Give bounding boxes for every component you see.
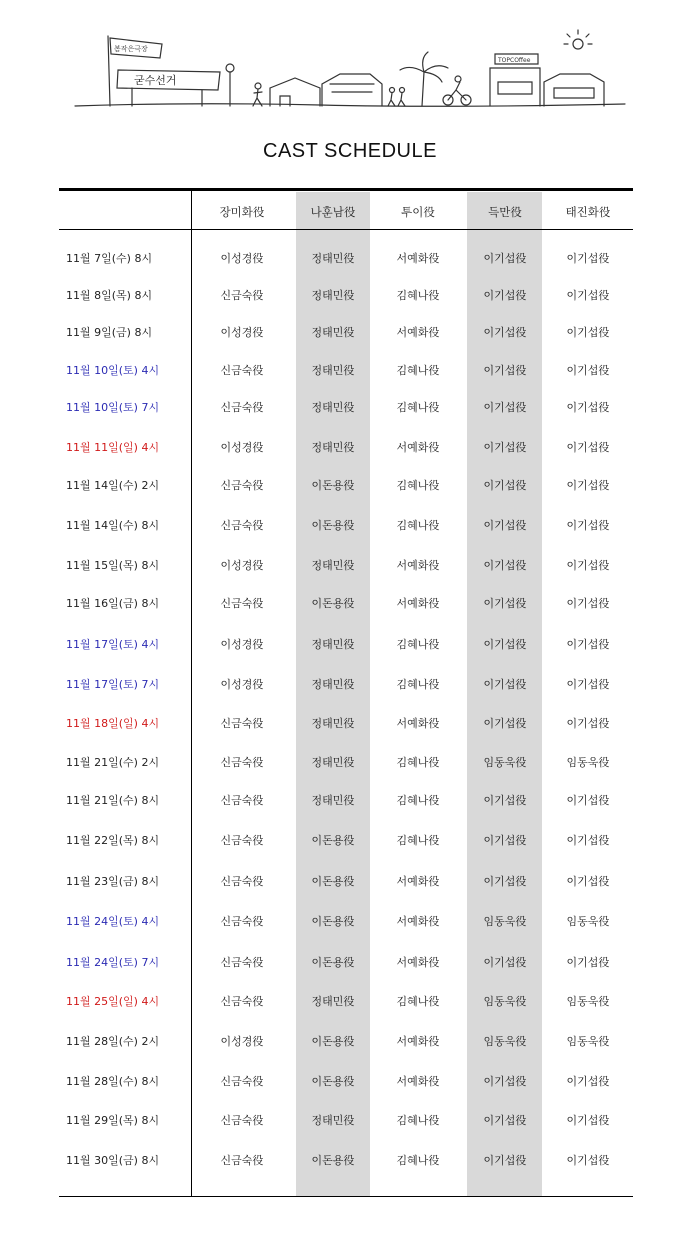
table-row — [0, 636, 700, 654]
cast-cell: 이기섭役 — [483, 1114, 527, 1127]
cast-cell: 정태민役 — [311, 638, 355, 651]
table-row — [0, 517, 700, 535]
cast-cell: 이성경役 — [220, 559, 264, 572]
cast-cell: 이기섭役 — [483, 441, 527, 454]
table-row — [0, 477, 700, 495]
table-row — [0, 792, 700, 810]
cast-cell: 이돈용役 — [311, 479, 355, 492]
table-header-rule — [59, 229, 633, 230]
cast-cell: 이기섭役 — [566, 678, 610, 691]
cast-cell: 이기섭役 — [566, 875, 610, 888]
performance-date: 11월 8일(목) 8시 — [66, 289, 153, 302]
performance-date: 11월 11일(일) 4시 — [66, 441, 160, 454]
cast-cell: 이성경役 — [220, 252, 264, 265]
cast-cell: 신금숙役 — [220, 794, 264, 807]
table-row — [0, 439, 700, 457]
cast-cell: 이기섭役 — [566, 289, 610, 302]
cast-cell: 김혜나役 — [396, 794, 440, 807]
cast-cell: 정태민役 — [311, 326, 355, 339]
cast-cell: 이기섭役 — [483, 638, 527, 651]
table-row — [0, 557, 700, 575]
cast-cell: 이기섭役 — [483, 326, 527, 339]
cast-cell: 서예화役 — [396, 326, 440, 339]
cast-cell: 신금숙役 — [220, 597, 264, 610]
cast-cell: 정태민役 — [311, 441, 355, 454]
cast-cell: 이성경役 — [220, 326, 264, 339]
cast-cell: 신금숙役 — [220, 401, 264, 414]
cast-cell: 서예화役 — [396, 717, 440, 730]
cast-cell: 김혜나役 — [396, 638, 440, 651]
cast-cell: 정태민役 — [311, 401, 355, 414]
table-top-rule — [59, 188, 633, 191]
cast-cell: 이돈용役 — [311, 1075, 355, 1088]
cast-cell: 김혜나役 — [396, 364, 440, 377]
cast-cell: 정태민役 — [311, 756, 355, 769]
cast-cell: 이돈용役 — [311, 875, 355, 888]
table-row — [0, 754, 700, 772]
cast-cell: 이기섭役 — [566, 1114, 610, 1127]
cast-cell: 이돈용役 — [311, 597, 355, 610]
cast-cell: 임동욱役 — [483, 1035, 527, 1048]
performance-date: 11월 29일(목) 8시 — [66, 1114, 160, 1127]
cast-cell: 이돈용役 — [311, 834, 355, 847]
column-header-2: 나훈남役 — [310, 205, 356, 219]
cast-cell: 신금숙役 — [220, 519, 264, 532]
table-row — [0, 993, 700, 1011]
cast-cell: 이기섭役 — [566, 956, 610, 969]
cast-cell: 김혜나役 — [396, 479, 440, 492]
performance-date: 11월 16일(금) 8시 — [66, 597, 160, 610]
cast-cell: 김혜나役 — [396, 995, 440, 1008]
cast-cell: 이기섭役 — [566, 794, 610, 807]
cast-cell: 서예화役 — [396, 956, 440, 969]
cast-cell: 이기섭役 — [483, 956, 527, 969]
column-header-5: 태진화役 — [565, 205, 611, 219]
cast-cell: 신금숙役 — [220, 364, 264, 377]
cast-cell: 이기섭役 — [483, 252, 527, 265]
performance-date: 11월 17일(토) 7시 — [66, 678, 160, 691]
cast-cell: 정태민役 — [311, 717, 355, 730]
performance-date: 11월 22일(목) 8시 — [66, 834, 160, 847]
cast-cell: 임동욱役 — [566, 1035, 610, 1048]
cast-cell: 김혜나役 — [396, 678, 440, 691]
performance-date: 11월 21일(수) 2시 — [66, 756, 160, 769]
cast-cell: 정태민役 — [311, 1114, 355, 1127]
cast-cell: 신금숙役 — [220, 479, 264, 492]
cast-cell: 이기섭役 — [483, 364, 527, 377]
performance-date: 11월 10일(토) 4시 — [66, 364, 160, 377]
performance-date: 11월 30일(금) 8시 — [66, 1154, 160, 1167]
cast-cell: 임동욱役 — [483, 995, 527, 1008]
cast-cell: 이돈용役 — [311, 956, 355, 969]
cast-cell: 이기섭役 — [566, 326, 610, 339]
flag-text: 봄작은극장 — [114, 45, 148, 53]
table-row — [0, 676, 700, 694]
cast-cell: 정태민役 — [311, 559, 355, 572]
cast-cell: 신금숙役 — [220, 915, 264, 928]
cast-cell: 임동욱役 — [483, 915, 527, 928]
cast-cell: 이기섭役 — [566, 638, 610, 651]
cast-cell: 이기섭役 — [483, 834, 527, 847]
cast-cell: 신금숙役 — [220, 289, 264, 302]
cast-cell: 서예화役 — [396, 252, 440, 265]
cast-cell: 임동욱役 — [566, 995, 610, 1008]
cast-cell: 이기섭役 — [566, 252, 610, 265]
cast-cell: 신금숙役 — [220, 956, 264, 969]
performance-date: 11월 14일(수) 2시 — [66, 479, 160, 492]
cast-cell: 이기섭役 — [566, 401, 610, 414]
cast-cell: 김혜나役 — [396, 1114, 440, 1127]
cast-cell: 이기섭役 — [483, 519, 527, 532]
cast-cell: 이기섭役 — [566, 1154, 610, 1167]
shop-text: TOPCOffee — [498, 57, 531, 64]
table-row — [0, 715, 700, 733]
cast-cell: 정태민役 — [311, 995, 355, 1008]
cast-cell: 이기섭役 — [483, 678, 527, 691]
performance-date: 11월 18일(일) 4시 — [66, 717, 160, 730]
cast-cell: 서예화役 — [396, 597, 440, 610]
table-row — [0, 362, 700, 380]
performance-date: 11월 21일(수) 8시 — [66, 794, 160, 807]
performance-date: 11월 10일(토) 7시 — [66, 401, 160, 414]
table-row — [0, 595, 700, 613]
cast-cell: 이성경役 — [220, 678, 264, 691]
cast-cell: 이기섭役 — [483, 289, 527, 302]
cast-cell: 임동욱役 — [483, 756, 527, 769]
table-row — [0, 954, 700, 972]
cast-cell: 이기섭役 — [483, 597, 527, 610]
column-header-4: 득만役 — [488, 205, 522, 219]
cast-cell: 이기섭役 — [483, 1154, 527, 1167]
cast-cell: 이기섭役 — [566, 441, 610, 454]
column-header-3: 투이役 — [401, 205, 435, 219]
cast-cell: 서예화役 — [396, 1075, 440, 1088]
performance-date: 11월 24일(토) 4시 — [66, 915, 160, 928]
cast-cell: 이기섭役 — [566, 364, 610, 377]
cast-cell: 신금숙役 — [220, 1075, 264, 1088]
table-row — [0, 250, 700, 268]
cast-cell: 이기섭役 — [483, 794, 527, 807]
cast-cell: 서예화役 — [396, 441, 440, 454]
performance-date: 11월 9일(금) 8시 — [66, 326, 153, 339]
cast-cell: 이기섭役 — [566, 717, 610, 730]
cast-cell: 이기섭役 — [566, 834, 610, 847]
cast-cell: 신금숙役 — [220, 995, 264, 1008]
cast-cell: 김혜나役 — [396, 289, 440, 302]
cast-cell: 이돈용役 — [311, 1154, 355, 1167]
cast-cell: 정태민役 — [311, 678, 355, 691]
cast-cell: 신금숙役 — [220, 834, 264, 847]
cast-cell: 서예화役 — [396, 559, 440, 572]
column-header-1: 장미화役 — [219, 205, 265, 219]
table-row — [0, 873, 700, 891]
cast-cell: 서예화役 — [396, 1035, 440, 1048]
cast-cell: 이기섭役 — [483, 559, 527, 572]
performance-date: 11월 7일(수) 8시 — [66, 252, 153, 265]
performance-date: 11월 28일(수) 8시 — [66, 1075, 160, 1088]
sign-text: 굳수선거 — [134, 74, 177, 87]
performance-date: 11월 17일(토) 4시 — [66, 638, 160, 651]
cast-cell: 이기섭役 — [566, 519, 610, 532]
performance-date: 11월 15일(목) 8시 — [66, 559, 160, 572]
cast-cell: 이기섭役 — [483, 1075, 527, 1088]
table-row — [0, 832, 700, 850]
performance-date: 11월 23일(금) 8시 — [66, 875, 160, 888]
cast-cell: 신금숙役 — [220, 756, 264, 769]
page-title: CAST SCHEDULE — [263, 140, 437, 162]
cast-cell: 정태민役 — [311, 364, 355, 377]
cast-cell: 신금숙役 — [220, 1154, 264, 1167]
cast-cell: 김혜나役 — [396, 834, 440, 847]
cast-cell: 김혜나役 — [396, 1154, 440, 1167]
cast-cell: 신금숙役 — [220, 1114, 264, 1127]
cast-cell: 신금숙役 — [220, 717, 264, 730]
header-illustration — [70, 28, 630, 118]
cast-cell: 이기섭役 — [566, 1075, 610, 1088]
cast-cell: 이기섭役 — [483, 717, 527, 730]
table-row — [0, 287, 700, 305]
cast-cell: 신금숙役 — [220, 875, 264, 888]
table-row — [0, 1033, 700, 1051]
cast-cell: 이돈용役 — [311, 915, 355, 928]
table-row — [0, 1112, 700, 1130]
cast-cell: 이기섭役 — [566, 559, 610, 572]
cast-cell: 이기섭役 — [566, 597, 610, 610]
cast-cell: 이기섭役 — [566, 479, 610, 492]
performance-date: 11월 14일(수) 8시 — [66, 519, 160, 532]
cast-cell: 이성경役 — [220, 1035, 264, 1048]
cast-cell: 이기섭役 — [483, 401, 527, 414]
cast-cell: 서예화役 — [396, 915, 440, 928]
table-row — [0, 1152, 700, 1170]
cast-cell: 이기섭役 — [483, 479, 527, 492]
table-row — [0, 1073, 700, 1091]
cast-cell: 서예화役 — [396, 875, 440, 888]
table-bottom-rule — [59, 1196, 633, 1197]
table-row — [0, 913, 700, 931]
cast-cell: 김혜나役 — [396, 401, 440, 414]
table-row — [0, 399, 700, 417]
cast-cell: 이기섭役 — [483, 875, 527, 888]
cast-cell: 김혜나役 — [396, 756, 440, 769]
table-row — [0, 324, 700, 342]
cast-cell: 정태민役 — [311, 252, 355, 265]
performance-date: 11월 24일(토) 7시 — [66, 956, 160, 969]
cast-cell: 이돈용役 — [311, 519, 355, 532]
cast-cell: 이성경役 — [220, 441, 264, 454]
cast-cell: 정태민役 — [311, 794, 355, 807]
cast-cell: 이성경役 — [220, 638, 264, 651]
cast-cell: 이돈용役 — [311, 1035, 355, 1048]
cast-cell: 김혜나役 — [396, 519, 440, 532]
cast-cell: 정태민役 — [311, 289, 355, 302]
cast-cell: 임동욱役 — [566, 915, 610, 928]
cast-cell: 임동욱役 — [566, 756, 610, 769]
performance-date: 11월 28일(수) 2시 — [66, 1035, 160, 1048]
performance-date: 11월 25일(일) 4시 — [66, 995, 160, 1008]
